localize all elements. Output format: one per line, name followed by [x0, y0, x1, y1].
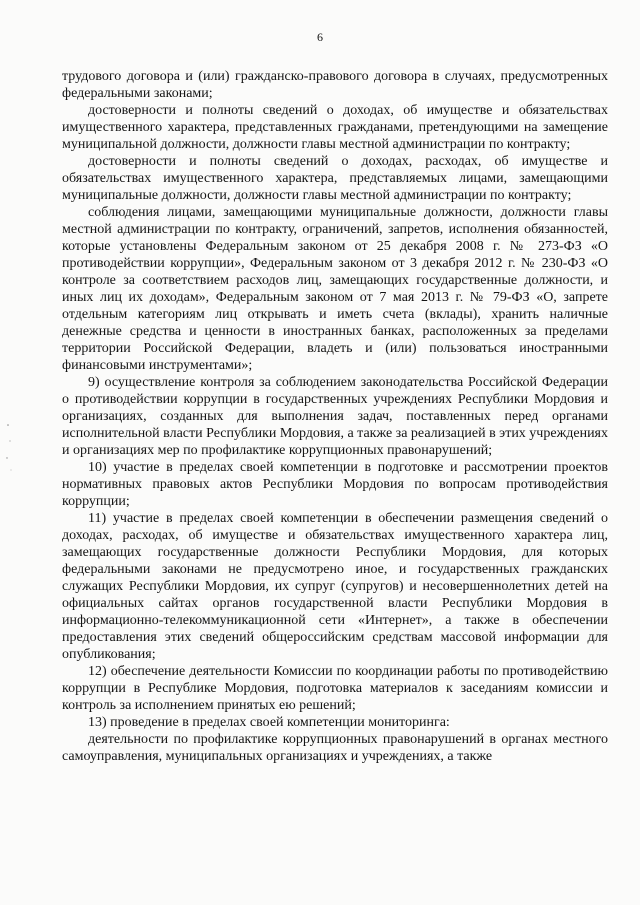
paragraph-item-10: 10) участие в пределах своей компетенции в подготовке и рассмотрении проектов нормативных правовых актов Республики Мордовия по вопросам противодействия коррупции;	[62, 460, 608, 509]
page-number: 6	[317, 30, 323, 44]
paragraph-item-12: 12) обеспечение деятельности Комиссии по координации работы по противодействию коррупции в Республике Мордовия, подготовка материалов к заседаниям комиссии и контроль за исполнением принятых ею решений;	[62, 664, 608, 713]
paragraph-item-13: 13) проведение в пределах своей компетенции мониторинга:	[88, 715, 450, 730]
paragraph-item-9: 9) осуществление контроля за соблюдением законодательства Российской Федерации о противодействии коррупции в государственных учреждениях Республики Мордовия и организациях, созданных для выполнения задач, поставленных перед органами исполнительной власти Республики Мордовия, а также за реализацией в этих учреждениях и организациях мер по профилактике коррупционных правонарушений;	[62, 375, 608, 458]
paragraph: достоверности и полноты сведений о доходах, об имуществе и обязательствах имущественного характера, представленных гражданами, претендующими на замещение муниципальной должности, должности главы местной администрации по контракту;	[62, 103, 608, 152]
paragraph-item-11: 11) участие в пределах своей компетенции в обеспечении размещения сведений о доходах, расходах, об имуществе и обязательствах имущественного характера лиц, замещающих государственные должности Республики Мордовия, для которых федеральными законами не предусмотрено иное, и государственных гражданских служащих Республики Мордовия, их супруг (супругов) и несовершеннолетних детей на официальных сайтах органов государственной власти Республики Мордовия в информационно-телекоммуникационной сети «Интернет», а также в обеспечении предоставления этих сведений общероссийским средствам массовой информации для опубликования;	[62, 511, 608, 662]
paragraph: достоверности и полноты сведений о доходах, расходах, об имуществе и обязательствах имущественного характера, представляемых лицами, замещающими муниципальные должности, должности главы местной администрации по контракту;	[62, 154, 608, 203]
paragraph: соблюдения лицами, замещающими муниципальные должности, должности главы местной администрации по контракту, ограничений, запретов, исполнения обязанностей, которые установлены Федеральным законом от 25 декабря 2008 г. № 273-ФЗ «О противодействии коррупции», Федеральным законом от 3 декабря 2012 г. № 230-ФЗ «О контроле за соответствием расходов лиц, замещающих государственные должности, и иных лиц их доходам», Федеральным законом от 7 мая 2013 г. № 79-ФЗ «О, запрете отдельным категориям лиц открывать и иметь счета (вклады), хранить наличные денежные средства и ценности в иностранных банках, расположенных за пределами территории Российской Федерации, владеть и (или) пользоваться иностранными финансовыми инструментами»;	[62, 205, 608, 373]
document-body	[62, 68, 608, 765]
scan-specks	[0, 0, 20, 905]
paragraph-continuation: трудового договора и (или) гражданско-правового договора в случаях, предусмотренных федеральными законами;	[62, 69, 608, 101]
paragraph: деятельности по профилактике коррупционных правонарушений в органах местного самоуправления, муниципальных организациях и учреждениях, а также	[62, 732, 608, 764]
